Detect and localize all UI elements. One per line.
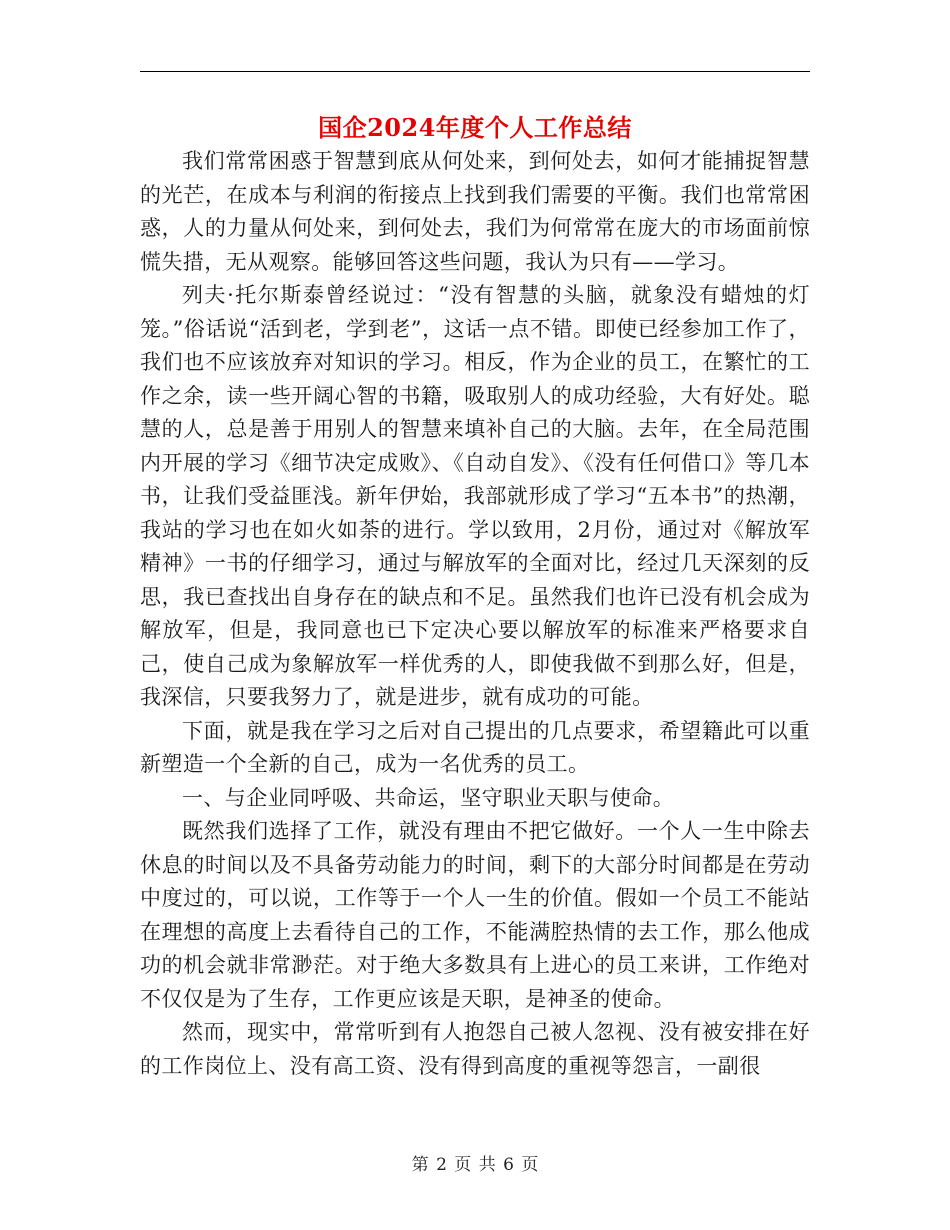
- section-heading: 一、与企业同呼吸、共命运，坚守职业天职与使命。: [182, 785, 675, 810]
- paragraph: 我们常常困惑于智慧到底从何处来，到何处去，如何才能捕捉智慧的光芒，在成本与利润的衔接点上找到我们需要的平衡。我们也常常困惑，人的力量从何处来，到何处去，我们为何常常在庞大的市场面前惊慌失措，无从观察。能够回答这些问题，我认为只有——学习。: [140, 149, 810, 274]
- document-body: [140, 145, 810, 1083]
- paragraph: 列夫·托尔斯泰曾经说过：“没有智慧的头脑，就象没有蜡烛的灯笼。”俗话说“活到老，学到老”，这话一点不错。即使已经参加工作了，我们也不应该放弃对知识的学习。相反，作为企业的员工，在繁忙的工作之余，读一些开阔心智的书籍，吸取别人的成功经验，大有好处。聪慧的人，总是善于用别人的智慧来填补自己的大脑。去年，在全局范围内开展的学习《细节决定成败》、《自动自发》、《没有任何借口》等几本书，让我们受益匪浅。新年伊始，我部就形成了学习“五本书”的热潮，我站的学习也在如火如荼的进行。学以致用，2月份，通过对《解放军精神》一书的仔细学习，通过与解放军的全面对比，经过几天深刻的反思，我已查找出自身存在的缺点和不足。虽然我们也许已没有机会成为解放军，但是，我同意也已下定决心要以解放军的标准来严格要求自己，使自己成为象解放军一样优秀的人，即使我做不到那么好，但是，我深信，只要我努力了，就是进步，就有成功的可能。: [140, 283, 810, 709]
- document-title: 国企2024年度个人工作总结: [318, 113, 632, 142]
- paragraph: 下面，就是我在学习之后对自己提出的几点要求，希望籍此可以重新塑造一个全新的自己，成为一名优秀的员工。: [140, 718, 810, 776]
- header-rule: [140, 71, 810, 72]
- paragraph: 然而，现实中，常常听到有人抱怨自己被人忽视、没有被安排在好的工作岗位上、没有高工资、没有得到高度的重视等怨言，一副很: [140, 1020, 810, 1078]
- paragraph: 既然我们选择了工作，就没有理由不把它做好。一个人一生中除去休息的时间以及不具备劳动能力的时间，剩下的大部分时间都是在劳动中度过的，可以说，工作等于一个人一生的价值。假如一个员工不能站在理想的高度上去看待自己的工作，不能满腔热情的去工作，那么他成功的机会就非常渺茫。对于绝大多数具有上进心的员工来讲，工作绝对不仅仅是为了生存，工作更应该是天职，是神圣的使命。: [140, 819, 810, 1011]
- page-number: 第 2 页 共 6 页: [411, 1155, 539, 1175]
